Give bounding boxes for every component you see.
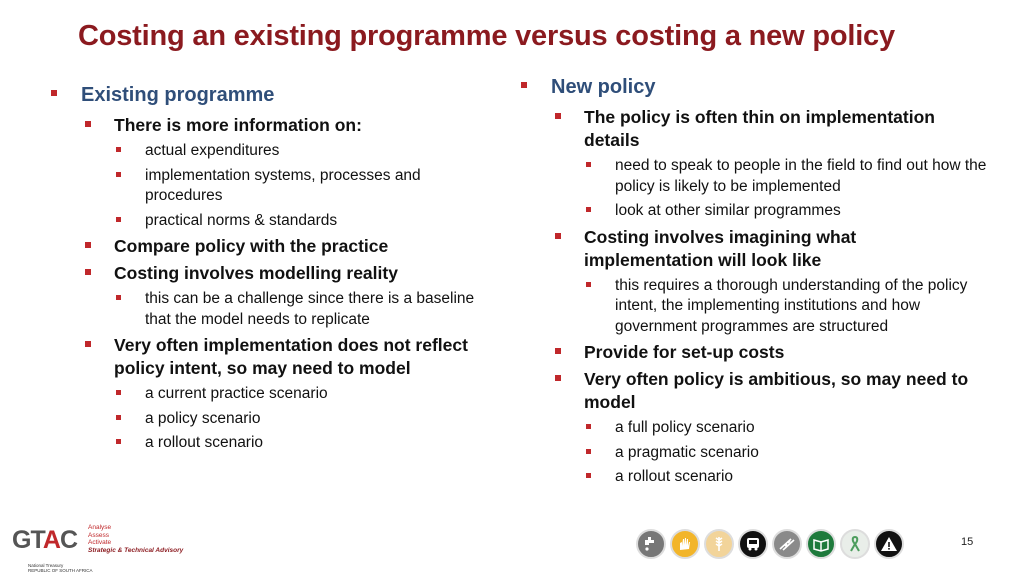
bullet-icon [116, 295, 121, 300]
page-number: 15 [961, 536, 974, 548]
bullet-icon [116, 217, 121, 222]
list-item: a current practice scenario [48, 384, 488, 405]
bullet-icon [85, 121, 91, 127]
bullet-icon [586, 282, 591, 287]
bus-icon [738, 529, 768, 559]
warning-icon [874, 529, 904, 559]
bullet-more-info: There is more information on: [48, 114, 488, 137]
gtac-tagline: Analyse Assess Activate Strategic & Technical Advisory [88, 524, 184, 554]
new-policy-column [518, 74, 988, 492]
bullet-ambitious: Very often policy is ambitious, so may need to model [518, 368, 988, 414]
bullet-icon [116, 172, 121, 177]
bullet-icon [586, 162, 591, 167]
book-icon [806, 529, 836, 559]
wheat-icon [704, 529, 734, 559]
sector-icons [636, 529, 904, 559]
list-item: actual expenditures [48, 141, 488, 162]
bullet-icon [85, 341, 91, 347]
list-item: a pragmatic scenario [518, 443, 988, 464]
list-item: this can be a challenge since there is a baseline that the model needs to replicate [48, 289, 488, 330]
existing-programme-column [48, 82, 488, 458]
bullet-heading-existing: Existing programme [48, 82, 488, 108]
bullet-icon [555, 233, 561, 239]
bullet-often: Very often implementation does not reflect policy intent, so may need to model [48, 334, 488, 380]
list-item: a rollout scenario [48, 433, 488, 454]
list-item: need to speak to people in the field to find out how the policy is likely to be implemented [518, 156, 988, 197]
gtac-logo-wordmark: GTAC [12, 526, 77, 554]
list-item: a rollout scenario [518, 467, 988, 488]
treasury-label: National Treasury REPUBLIC OF SOUTH AFRICA [28, 563, 93, 573]
gtac-logo [10, 520, 184, 573]
ribbon-icon [840, 529, 870, 559]
bullet-heading-new: New policy [518, 74, 988, 100]
bullet-icon [85, 269, 91, 275]
bullet-icon [521, 82, 527, 88]
bullet-icon [116, 390, 121, 395]
bullet-compare: Compare policy with the practice [48, 235, 488, 258]
bullet-icon [116, 147, 121, 152]
bullet-thin: The policy is often thin on implementation details [518, 106, 988, 152]
bullet-setup: Provide for set-up costs [518, 341, 988, 364]
list-item: practical norms & standards [48, 211, 488, 232]
bullet-imagining: Costing involves imagining what implementation will look like [518, 226, 988, 272]
bullet-icon [586, 207, 591, 212]
bullet-icon [85, 242, 91, 248]
list-item: this requires a thorough understanding of the policy intent, the implementing institutions and how government programmes are structured [518, 276, 988, 338]
list-item: a policy scenario [48, 409, 488, 430]
bullet-icon [116, 439, 121, 444]
bullet-icon [116, 415, 121, 420]
list-item: implementation systems, processes and procedures [48, 166, 488, 207]
bullet-icon [555, 375, 561, 381]
road-icon [772, 529, 802, 559]
list-item: a full policy scenario [518, 418, 988, 439]
list-item: look at other similar programmes [518, 201, 988, 222]
water-tap-icon [636, 529, 666, 559]
bullet-icon [586, 473, 591, 478]
bullet-modelling: Costing involves modelling reality [48, 262, 488, 285]
hand-icon [670, 529, 700, 559]
bullet-icon [555, 113, 561, 119]
bullet-icon [586, 424, 591, 429]
slide-title: Costing an existing programme versus costing a new policy [78, 20, 895, 52]
bullet-icon [555, 348, 561, 354]
bullet-icon [586, 449, 591, 454]
bullet-icon [51, 90, 57, 96]
